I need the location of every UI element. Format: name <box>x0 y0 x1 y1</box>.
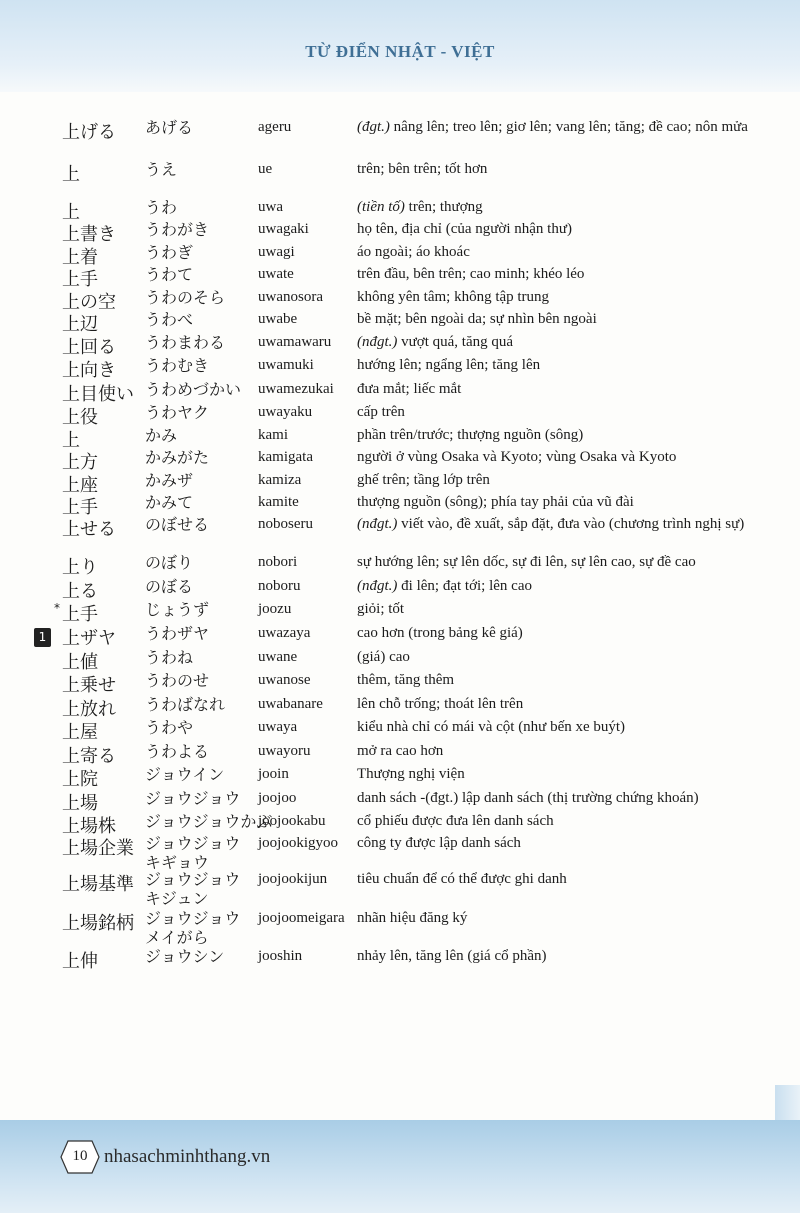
section-marker: 1 <box>34 628 51 647</box>
entry-kanji: 上座 <box>62 475 98 496</box>
entry-meaning <box>357 471 757 490</box>
entry-meaning <box>357 403 757 422</box>
entry-romaji: jooshin <box>258 948 303 964</box>
entry-romaji: uwagi <box>258 244 295 260</box>
footer-website: nhasachminhthang.vn <box>104 1146 271 1167</box>
entry-meaning <box>357 909 757 928</box>
entry-romaji: noboru <box>258 578 301 594</box>
entry-romaji: joojookigyoo <box>258 835 339 851</box>
entry-kanji: 上寄る <box>62 746 116 767</box>
entry-definition: thêm, tăng thêm <box>357 672 455 688</box>
entry-definition: cấp trên <box>357 404 405 420</box>
entry-romaji: uwanose <box>258 672 311 688</box>
entry-kana: ジョウイン <box>145 765 225 784</box>
entry-kana: うわて <box>145 265 194 284</box>
entry-kana: うえ <box>145 160 178 179</box>
entry-definition: người ở vùng Osaka và Kyoto; vùng Osaka và Kyoto <box>357 449 677 465</box>
entry-definition: bề mặt; bên ngoài da; sự nhìn bên ngoài <box>357 311 597 327</box>
entry-kana: うわぎ <box>145 243 194 262</box>
entry-kana: のぼる <box>145 577 194 596</box>
entry-kanji: 上 <box>62 164 80 185</box>
entry-definition: nhãn hiệu đăng ký <box>357 910 468 926</box>
entry-meaning <box>357 356 757 375</box>
entry-kana: うわね <box>145 648 194 667</box>
page-header-title: TỪ ĐIỂN NHẬT - VIỆT <box>305 42 495 61</box>
entry-romaji: uwamawaru <box>258 334 332 350</box>
entry-kana: ジョウジョウ キギョウ <box>145 834 241 872</box>
entry-definition: lên chỗ trống; thoát lên trên <box>357 696 524 712</box>
entry-kanji: 上せる <box>62 519 116 540</box>
entry-definition: phần trên/trước; thượng nguồn (sông) <box>357 427 584 443</box>
entry-kana: うわばなれ <box>145 695 226 714</box>
entry-kanji: 上 <box>62 202 80 223</box>
entry-meaning <box>357 648 757 667</box>
entry-romaji: kami <box>258 427 288 443</box>
entry-meaning <box>357 380 757 399</box>
entry-romaji: jooin <box>258 766 289 782</box>
entry-kana: うわのそら <box>145 288 226 307</box>
entry-definition: cổ phiếu được đưa lên danh sách <box>357 813 554 829</box>
entry-romaji: noboseru <box>258 516 313 532</box>
entry-romaji: uwaya <box>258 719 298 735</box>
entry-kana: うわめづかい <box>145 380 242 399</box>
entry-definition: ghế trên; tầng lớp trên <box>357 472 490 488</box>
entry-romaji: uwamezukai <box>258 381 334 397</box>
entry-kanji: 上院 <box>62 769 98 790</box>
entry-kanji: 上着 <box>62 247 98 268</box>
entry-part-of-speech: (nđgt.) <box>357 516 398 532</box>
entry-romaji: uwabe <box>258 311 298 327</box>
entry-kanji: 上放れ <box>62 699 116 720</box>
entry-kanji: 上場銘柄 <box>62 913 134 934</box>
entry-part-of-speech: (đgt.) <box>357 119 390 135</box>
entry-kanji: 上書き <box>62 224 116 245</box>
entry-definition: thượng nguồn (sông); phía tay phải của vũ đài <box>357 494 634 510</box>
entry-definition: vượt quá, tăng quá <box>401 334 514 350</box>
entry-meaning <box>357 947 757 966</box>
edge-strip <box>775 1085 800 1125</box>
entry-meaning <box>357 577 757 596</box>
entry-kanji: 上方 <box>62 452 98 473</box>
entry-meaning <box>357 426 757 445</box>
entry-part-of-speech: (tiền tố) <box>357 199 405 215</box>
entry-kana: ジョウジョウ キジュン <box>145 870 241 908</box>
entry-kana: うわまわる <box>145 333 226 352</box>
entry-romaji: uwanosora <box>258 289 323 305</box>
entry-meaning <box>357 288 757 307</box>
entry-definition: họ tên, địa chỉ (của người nhận thư) <box>357 221 572 237</box>
entry-kana: じょうず <box>145 600 210 619</box>
entry-definition: danh sách -(đgt.) lập danh sách (thị trường chứng khoán) <box>357 790 699 806</box>
entry-meaning <box>357 553 757 572</box>
entry-kana: ジョウシン <box>145 947 225 966</box>
entry-meaning <box>357 220 757 239</box>
entry-kana: うわよる <box>145 742 210 761</box>
entry-kanji: 上伸 <box>62 951 98 972</box>
entry-kanji: 上場基準 <box>62 874 134 895</box>
entry-definition: cao hơn (trong bảng kê giá) <box>357 625 523 641</box>
entry-romaji: uwazaya <box>258 625 311 641</box>
entry-romaji: uwane <box>258 649 298 665</box>
dictionary-entry <box>0 944 800 996</box>
entry-meaning <box>357 515 757 534</box>
entry-romaji: uwate <box>258 266 294 282</box>
entry-romaji: uwayaku <box>258 404 313 420</box>
entry-romaji: joojookabu <box>258 813 326 829</box>
entry-kanji: 上り <box>62 557 98 578</box>
entry-romaji: joojoomeigara <box>258 910 345 926</box>
entry-meaning <box>357 789 757 808</box>
entry-kana: うわべ <box>145 310 194 329</box>
entry-definition: tiêu chuẩn để có thể được ghi danh <box>357 871 567 887</box>
entry-romaji: kamigata <box>258 449 313 465</box>
entry-romaji: kamiza <box>258 472 302 488</box>
entry-kana: うわや <box>145 718 194 737</box>
entry-kana: うわむき <box>145 356 210 375</box>
entry-kana: かみがた <box>145 448 210 467</box>
entry-meaning <box>357 198 757 217</box>
entry-kana: ジョウジョウ <box>145 789 241 808</box>
entry-meaning <box>357 870 757 889</box>
entry-romaji: uwamuki <box>258 357 314 373</box>
entry-romaji: uwa <box>258 199 283 215</box>
entry-meaning <box>357 695 757 714</box>
entry-definition: (giá) cao <box>357 649 410 665</box>
entry-kana: うわヤク <box>145 403 210 422</box>
entry-kanji: 上値 <box>62 652 98 673</box>
entry-kanji: 上る <box>62 581 98 602</box>
entry-meaning <box>357 160 757 179</box>
entry-kanji: 上目使い <box>62 384 134 405</box>
entry-kana: うわ <box>145 198 178 217</box>
entry-kanji: 上手 <box>62 269 98 290</box>
entry-romaji: nobori <box>258 554 298 570</box>
entry-definition: trên đầu, bên trên; cao minh; khéo léo <box>357 266 585 282</box>
entry-meaning <box>357 265 757 284</box>
entry-kanji: 上場 <box>62 793 98 814</box>
entry-definition: sự hướng lên; sự lên dốc, sự đi lên, sự lên cao, sự đề cao <box>357 554 696 570</box>
entry-meaning <box>357 742 757 761</box>
entry-kana: ジョウジョウかぶ <box>145 812 273 831</box>
entry-kana: あげる <box>145 118 194 137</box>
entry-meaning <box>357 812 757 831</box>
entry-meaning <box>357 333 757 352</box>
entry-kana: かみ <box>145 426 178 445</box>
entry-kanji: 上ザヤ <box>62 628 116 649</box>
entry-kanji: 上手 <box>62 497 98 518</box>
entry-definition: không yên tâm; không tập trung <box>357 289 550 305</box>
entry-romaji: uwayoru <box>258 743 311 759</box>
entry-kanji: 上乗せ <box>62 675 116 696</box>
entry-definition: nhảy lên, tăng lên (giá cổ phần) <box>357 948 547 964</box>
entry-meaning <box>357 834 757 853</box>
entry-definition: mở ra cao hơn <box>357 743 444 759</box>
page-number: 10 <box>72 1148 88 1164</box>
entry-kanji: 上場企業 <box>62 838 134 859</box>
entry-meaning <box>357 765 757 784</box>
entry-definition: giỏi; tốt <box>357 601 405 617</box>
entry-meaning <box>357 118 757 137</box>
entry-meaning <box>357 718 757 737</box>
entry-kanji: 上向き <box>62 360 116 381</box>
entry-meaning <box>357 493 757 512</box>
entry-kana: うわのせ <box>145 671 210 690</box>
entry-kana: ジョウジョウ メイがら <box>145 909 241 947</box>
entry-meaning <box>357 243 757 262</box>
entry-romaji: joozu <box>258 601 292 617</box>
entry-kanji: 上辺 <box>62 314 98 335</box>
entry-definition: trên; thượng <box>408 199 483 215</box>
entry-kanji: 上場株 <box>62 816 116 837</box>
entry-star: * <box>54 601 60 615</box>
entry-kana: のぼり <box>145 553 194 572</box>
entry-kanji: 上役 <box>62 407 98 428</box>
entry-definition: hướng lên; ngẩng lên; tăng lên <box>357 357 541 373</box>
entry-romaji: ue <box>258 161 273 177</box>
entry-kana: うわザヤ <box>145 624 210 643</box>
entry-kanji: 上手 <box>62 604 98 625</box>
entry-kanji: 上屋 <box>62 722 98 743</box>
entry-part-of-speech: (nđgt.) <box>357 334 398 350</box>
entry-kanji: 上げる <box>62 122 116 143</box>
entry-meaning <box>357 624 757 643</box>
entry-kana: うわがき <box>145 220 210 239</box>
entry-definition: viết vào, đề xuất, sắp đặt, đưa vào (chương trình nghị sự) <box>401 516 745 532</box>
entry-romaji: joojoo <box>258 790 297 806</box>
entry-romaji: ageru <box>258 119 292 135</box>
entry-meaning <box>357 600 757 619</box>
entry-definition: áo ngoài; áo khoác <box>357 244 470 260</box>
entry-definition: kiểu nhà chỉ có mái và cột (như bến xe buýt) <box>357 719 626 735</box>
entry-definition: đưa mắt; liếc mắt <box>357 381 462 397</box>
entry-meaning <box>357 310 757 329</box>
entry-definition: trên; bên trên; tốt hơn <box>357 161 488 177</box>
entry-romaji: kamite <box>258 494 299 510</box>
entry-definition: nâng lên; treo lên; giơ lên; vang lên; tăng; đề cao; nôn mửa <box>393 119 748 135</box>
entry-part-of-speech: (nđgt.) <box>357 578 398 594</box>
entry-kanji: 上の空 <box>62 292 116 313</box>
entry-definition: đi lên; đạt tới; lên cao <box>401 578 532 594</box>
entry-kana: かみザ <box>145 471 194 490</box>
entry-meaning <box>357 448 757 467</box>
entry-kanji: 上 <box>62 430 80 451</box>
entry-kana: かみて <box>145 493 194 512</box>
entry-romaji: uwabanare <box>258 696 323 712</box>
entry-definition: công ty được lập danh sách <box>357 835 521 851</box>
entry-romaji: uwagaki <box>258 221 309 237</box>
entry-kanji: 上回る <box>62 337 116 358</box>
entry-romaji: joojookijun <box>258 871 328 887</box>
entry-kana: のぼせる <box>145 515 210 534</box>
entry-definition: Thượng nghị viện <box>357 766 465 782</box>
entry-meaning <box>357 671 757 690</box>
